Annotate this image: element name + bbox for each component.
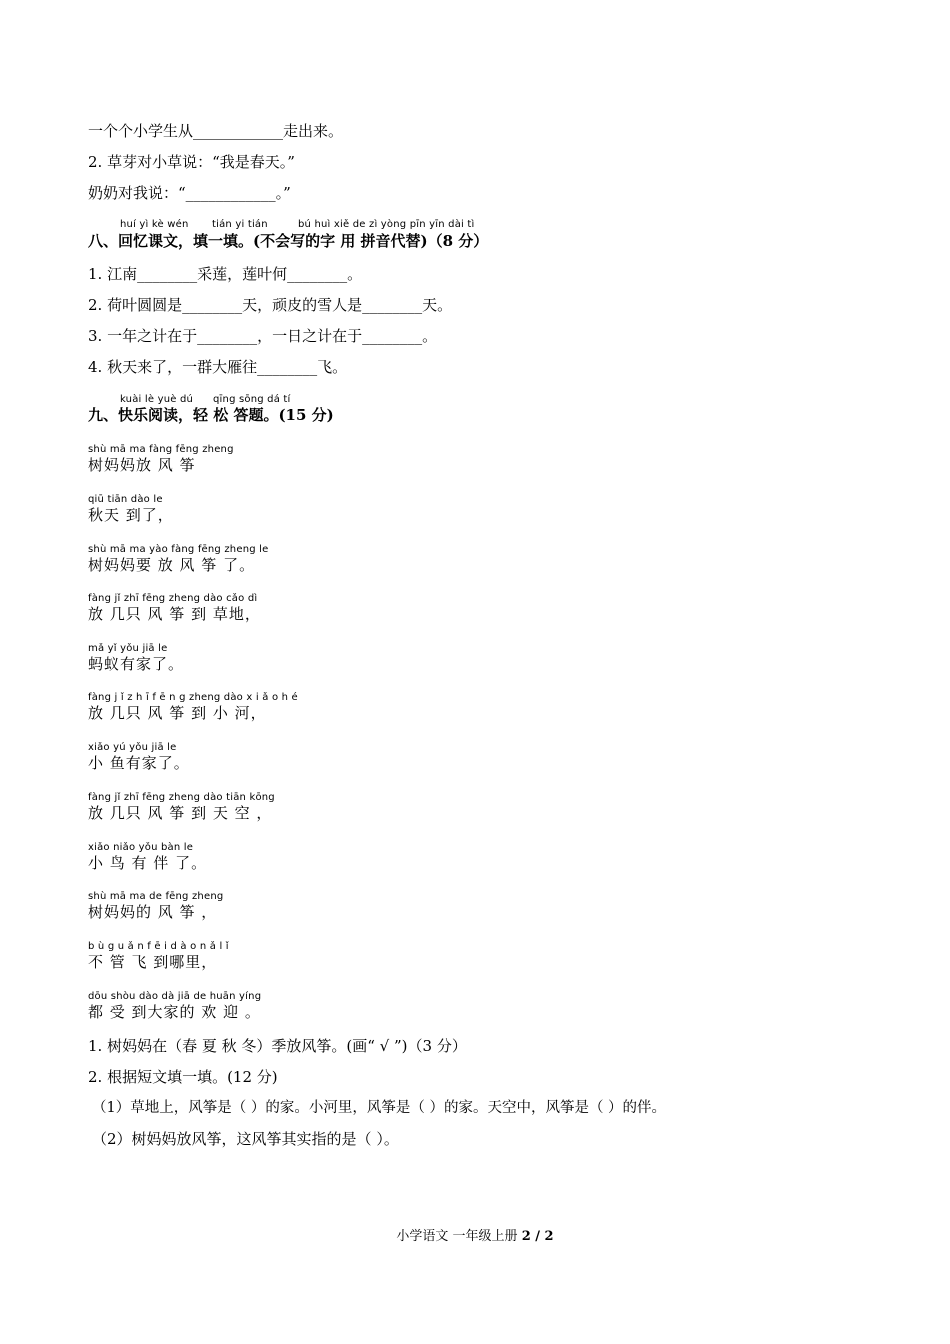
poem-pinyin: mǎ yǐ yǒu jiā le xyxy=(88,643,168,654)
poem-line: 蚂蚁有家了。 xyxy=(88,655,185,673)
poem-line: 不 管 飞 到哪里， xyxy=(88,953,218,971)
poem-line: 小 鱼有家了。 xyxy=(88,754,190,772)
text-line: 奶奶对我说：“____________。” xyxy=(88,184,291,202)
poem-pinyin: xiǎo niǎo yǒu bàn le xyxy=(88,842,194,853)
pinyin-annotation: kuài lè yuè dú xyxy=(120,394,194,405)
question-item: 2. 根据短文填一填。(12 分) xyxy=(88,1068,278,1086)
question-item: 1. 江南________采莲，莲叶何________。 xyxy=(88,265,363,283)
pinyin-annotation: qīng sōng dá tí xyxy=(213,394,291,405)
question-item: 1. 树妈妈在（春 夏 秋 冬）季放风筝。(画“ √ ”)（3 分） xyxy=(88,1037,467,1055)
section-heading: 九、快乐阅读，轻 松 答题。(15 分) xyxy=(88,406,334,424)
question-item: （2）树妈妈放风筝，这风筝其实指的是（ ）。 xyxy=(92,1130,399,1148)
poem-pinyin: b ù g u ǎ n f ē i d à o n ǎ l ǐ xyxy=(88,941,229,952)
footer-text: 小学语文 一年级上册 xyxy=(396,1229,522,1244)
poem-line: 树妈妈放 风 筝 xyxy=(88,456,196,474)
poem-line: 小 鸟 有 伴 了。 xyxy=(88,854,208,872)
poem-line: 放 几只 风 筝 到 草地， xyxy=(88,605,261,623)
poem-line: 树妈妈要 放 风 筝 了。 xyxy=(88,556,256,574)
question-item: 2. 荷叶圆圆是________天，顽皮的雪人是________天。 xyxy=(88,296,453,314)
pinyin-annotation: huí yì kè wén xyxy=(120,219,189,230)
poem-line: 都 受 到大家的 欢 迎 。 xyxy=(88,1003,261,1021)
section-heading: 八、回忆课文，填一填。(不会写的字 用 拼音代替)（8 分） xyxy=(88,232,489,250)
pinyin-annotation: bú huì xiě de zì yòng pīn yīn dài tì xyxy=(298,219,475,230)
poem-pinyin: fàng jǐ zhī fēng zheng dào tiān kōng xyxy=(88,792,275,803)
question-item: 3. 一年之计在于________，一日之计在于________。 xyxy=(88,327,438,345)
poem-pinyin: xiǎo yú yǒu jiā le xyxy=(88,742,177,753)
text-line: 2. 草芽对小草说：“我是春天。” xyxy=(88,153,295,171)
text-line: 一个个小学生从____________走出来。 xyxy=(88,122,344,140)
poem-line: 放 几只 风 筝 到 小 河， xyxy=(88,704,267,722)
poem-pinyin: shù mā ma yào fàng fēng zheng le xyxy=(88,544,269,555)
poem-pinyin: shù mā ma fàng fēng zheng xyxy=(88,444,234,455)
page-footer xyxy=(0,1229,950,1245)
poem-line: 树妈妈的 风 筝 ， xyxy=(88,903,218,921)
question-item: 4. 秋天来了，一群大雁往________飞。 xyxy=(88,358,348,376)
poem-pinyin: qiū tiān dào le xyxy=(88,494,163,505)
poem-line: 秋天 到了， xyxy=(88,506,174,524)
poem-pinyin: dōu shòu dào dà jiā de huān yíng xyxy=(88,991,262,1002)
poem-pinyin: fàng j ǐ z h ī f ē n g zheng dào x i ǎ o h é xyxy=(88,692,298,703)
page-number: 2 / 2 xyxy=(521,1229,554,1244)
poem-pinyin: shù mā ma de fēng zheng xyxy=(88,891,224,902)
question-item: （1）草地上，风筝是（ ）的家。小河里，风筝是（ ）的家。天空中，风筝是（ ）的伴。 xyxy=(92,1100,667,1116)
poem-line: 放 几只 风 筝 到 天 空 ， xyxy=(88,804,273,822)
pinyin-annotation: tián yi tián xyxy=(212,219,268,230)
poem-pinyin: fàng jǐ zhī fēng zheng dào cǎo dì xyxy=(88,593,258,604)
